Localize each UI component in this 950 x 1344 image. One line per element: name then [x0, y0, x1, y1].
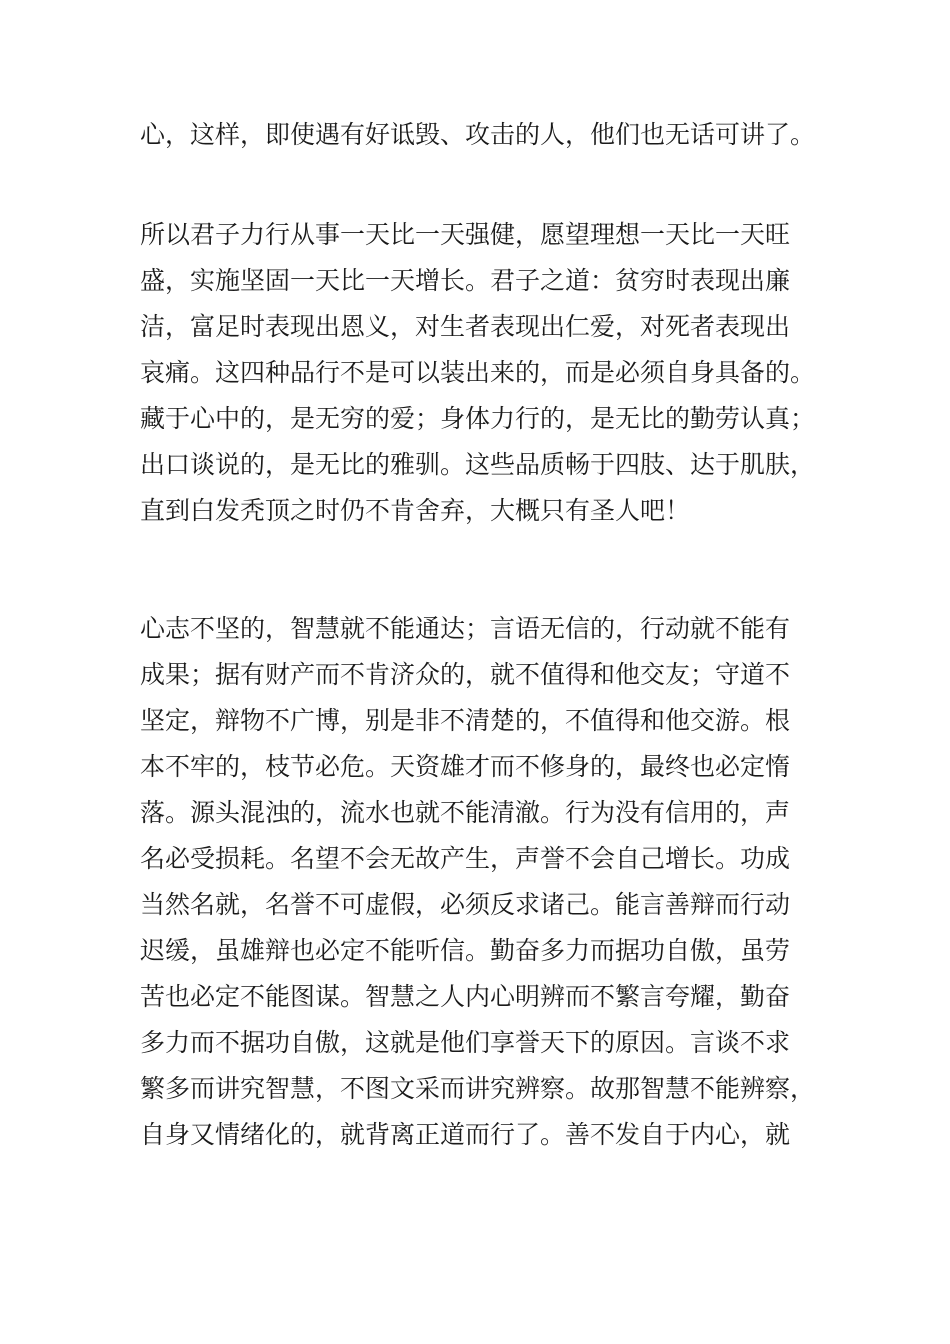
text-line: 洁，富足时表现出恩义，对生者表现出仁爱，对死者表现出	[140, 312, 791, 341]
text-line: 自身又情绪化的，就背离正道而行了。善不发自于内心，就	[140, 1120, 791, 1149]
text-line: 藏于心中的，是无穷的爱；身体力行的，是无比的勤劳认真；	[140, 404, 816, 433]
text-line: 当然名就，名誉不可虚假，必须反求诸己。能言善辩而行动	[140, 890, 791, 919]
text-line: 盛，实施坚固一天比一天增长。君子之道：贫穷时表现出廉	[140, 266, 791, 295]
text-line: 多力而不据功自傲，这就是他们享誉天下的原因。言谈不求	[140, 1028, 791, 1057]
text-line: 出口谈说的，是无比的雅驯。这些品质畅于四肢、达于肌肤，	[140, 450, 816, 479]
text-line: 本不牢的，枝节必危。天资雄才而不修身的，最终也必定惰	[140, 752, 791, 781]
text-line: 成果；据有财产而不肯济众的，就不值得和他交友；守道不	[140, 660, 791, 689]
text-line: 名必受损耗。名望不会无故产生，声誉不会自己增长。功成	[140, 844, 791, 873]
text-line: 坚定，辩物不广博，别是非不清楚的，不值得和他交游。根	[140, 706, 791, 735]
text-line: 迟缓，虽雄辩也必定不能听信。勤奋多力而据功自傲，虽劳	[140, 936, 791, 965]
text-line: 直到白发秃顶之时仍不肯舍弃，大概只有圣人吧！	[140, 496, 691, 525]
text-line: 繁多而讲究智慧，不图文采而讲究辨察。故那智慧不能辨察，	[140, 1074, 816, 1103]
text-line: 哀痛。这四种品行不是可以装出来的，而是必须自身具备的。	[140, 358, 816, 387]
text-line: 苦也必定不能图谋。智慧之人内心明辨而不繁言夸耀，勤奋	[140, 982, 791, 1011]
text-line: 心，这样，即使遇有好诋毁、攻击的人，他们也无话可讲了。	[140, 120, 816, 149]
text-line: 所以君子力行从事一天比一天强健，愿望理想一天比一天旺	[140, 220, 791, 249]
text-line: 落。源头混浊的，流水也就不能清澈。行为没有信用的，声	[140, 798, 791, 827]
text-line: 心志不坚的，智慧就不能通达；言语无信的，行动就不能有	[140, 614, 791, 643]
